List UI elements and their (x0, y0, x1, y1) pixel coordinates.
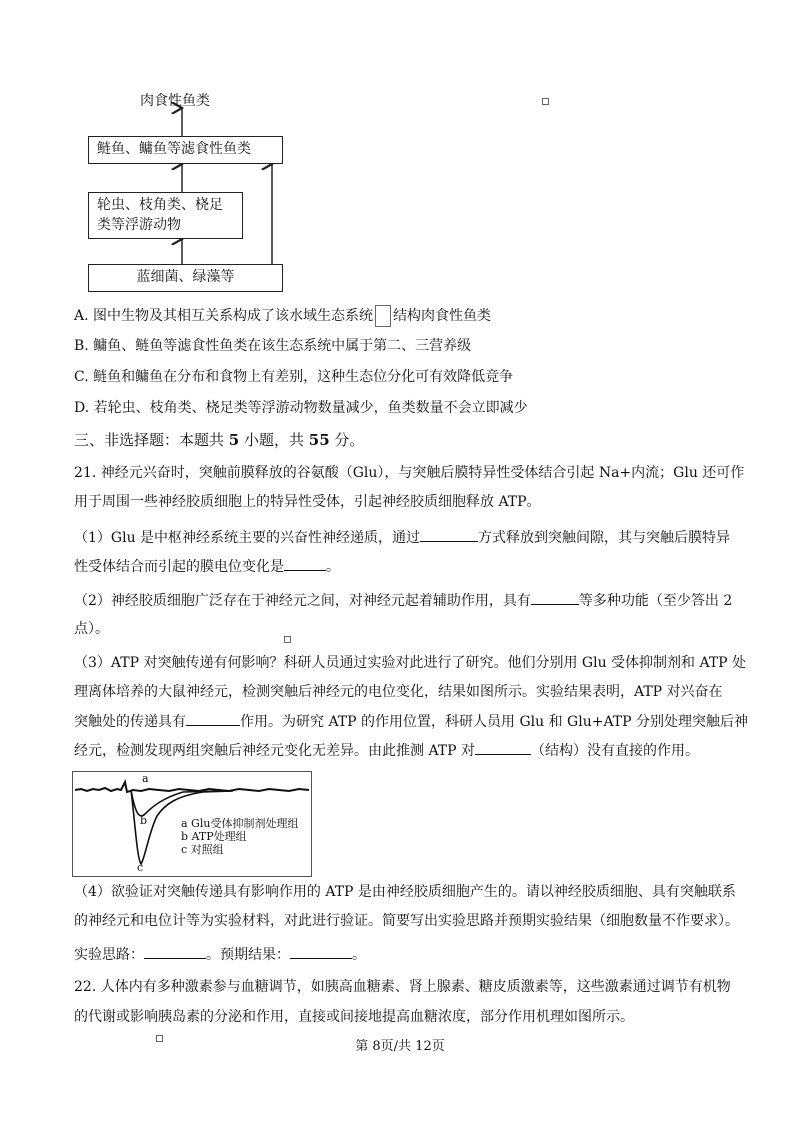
scan-artifact-mark (542, 98, 549, 105)
q21-part2-line2: 点）。 (74, 621, 109, 637)
q22-line2: 的代谢或影响胰岛素的分泌和作用，直接或间接地提高血糖浓度，部分作用机理如图所示。 (74, 1009, 634, 1025)
answer-blank-5 (475, 740, 531, 755)
producer-box: 蓝细菌、绿藻等 (88, 264, 283, 292)
trace-a (75, 782, 309, 792)
zooplankton-line2: 类等浮游动物 (97, 217, 181, 233)
q21-part3-line1: （3）ATP 对突触传递有何影响？科研人员通过实验对此进行了研究。他们分别用 Glu 受体抑制剂和 ATP 处 (74, 655, 747, 671)
option-d: D. 若轮虫、枝角类、桡足类等浮游动物数量减少，鱼类数量不会立即减少 (74, 400, 528, 416)
option-a (74, 305, 491, 327)
legend-a: a Glu受体抑制剂处理组 (181, 817, 299, 830)
option-a-tail: 结构肉食性鱼类 (393, 308, 492, 324)
section-mid: 小题，共 (239, 431, 309, 449)
q21-part3-line3 (74, 711, 748, 732)
q21-part2-line1 (74, 590, 732, 611)
q21-p1-c: 性受体结合而引起的膜电位变化是 (74, 559, 284, 575)
top-predator-label: 肉食性鱼类 (140, 93, 210, 109)
q21-p2-b: 等多种功能（至少答出 2 (578, 593, 733, 609)
food-web-diagram (88, 84, 288, 299)
section-pre: 三、非选择题：本题共 (74, 431, 229, 449)
trace-legend (181, 817, 298, 856)
q21-p1-a: （1）Glu 是中枢神经系统主要的兴奋性神经递质，通过 (74, 530, 421, 546)
answer-blank-4 (186, 711, 240, 726)
q21-part4-line3 (74, 944, 366, 965)
q21-p2-a: （2）神经胶质细胞广泛存在于神经元之间，对神经元起着辅助作用，具有 (74, 593, 531, 609)
q21-p4-l3c: 。 (352, 947, 366, 963)
section-heading (74, 430, 364, 450)
filter-fish-box: 鲢鱼、鳙鱼等滤食性鱼类 (88, 136, 283, 164)
legend-c: c 对照组 (181, 843, 224, 856)
blank-box (375, 305, 391, 327)
trace-label-c: c (137, 861, 144, 874)
page-footer: 第 8页/共 12页 (355, 1039, 445, 1054)
answer-blank-3 (531, 590, 579, 605)
q21-part1-line1 (74, 527, 730, 548)
q21-line1: 21. 神经元兴奋时，突触前膜释放的谷氨酸（Glu），与突触后膜特异性受体结合引起 Na+内流；Glu 还可作 (74, 465, 745, 481)
question-count: 5 (228, 431, 240, 449)
total-score: 55 (308, 431, 330, 449)
q21-p4-l3b: 。预期结果： (206, 947, 290, 963)
answer-blank-6 (144, 944, 206, 959)
q22-line1: 22. 人体内有多种激素参与血糖调节，如胰高血糖素、肾上腺素、糖皮质激素等，这些激素通过调节有机物 (74, 979, 731, 995)
answer-blank-2 (284, 556, 326, 571)
option-a-text: A. 图中生物及其相互关系构成了该水域生态系统 (74, 308, 374, 324)
option-b: B. 鳙鱼、鲢鱼等滤食性鱼类在该生态系统中属于第二、三营养级 (74, 338, 472, 354)
potential-trace-figure (72, 771, 312, 877)
q21-line2: 用于周围一些神经胶质细胞上的特异性受体，引起神经胶质细胞释放 ATP。 (74, 494, 541, 510)
trace-label-b: b (140, 814, 148, 827)
q21-part4-line1: （4）欲验证对突触传递具有影响作用的 ATP 是由神经胶质细胞产生的。请以神经胶质细胞、具有突触联系 (74, 884, 736, 900)
q21-p3-l3a: 突触处的传递具有 (74, 714, 186, 730)
section-post: 分。 (329, 431, 365, 449)
q21-part3-line2: 理离体培养的大鼠神经元，检测突触后神经元的电位变化，结果如图所示。实验结果表明，ATP 对兴奋在 (74, 684, 723, 700)
trace-b (131, 790, 223, 816)
q21-p3-l4b: （结构）没有直接的作用。 (531, 743, 700, 759)
q21-p1-b: 方式释放到突触间隙，其与突触后膜特异 (478, 530, 731, 546)
q21-p3-l3b: 作用。为研究 ATP 的作用位置，科研人员用 Glu 和 Glu+ATP 分别处理突触后神 (240, 714, 748, 730)
legend-b: b ATP处理组 (181, 830, 247, 843)
option-c: C. 鲢鱼和鳙鱼在分布和食物上有差别，这种生态位分化可有效降低竞争 (74, 369, 514, 385)
answer-blank-1 (420, 527, 478, 542)
zooplankton-line1: 轮虫、枝角类、桡足 (97, 197, 223, 213)
q21-p1-d: 。 (326, 559, 340, 575)
q21-p3-l4a: 经元，检测发现两组突触后神经元变化无差异。由此推测 ATP 对 (74, 743, 476, 759)
answer-blank-7 (290, 944, 352, 959)
q21-p4-l3a: 实验思路： (74, 947, 144, 963)
scan-artifact-mark (284, 636, 291, 643)
q21-part1-line2 (74, 556, 340, 577)
q21-part3-line4 (74, 740, 699, 761)
q21-part4-line2: 的神经元和电位计等为实验材料，对此进行验证。简要写出实验思路并预期实验结果（细胞数量不作要求）。 (74, 913, 739, 929)
trace-label-a: a (142, 772, 149, 785)
zooplankton-box (88, 192, 243, 239)
